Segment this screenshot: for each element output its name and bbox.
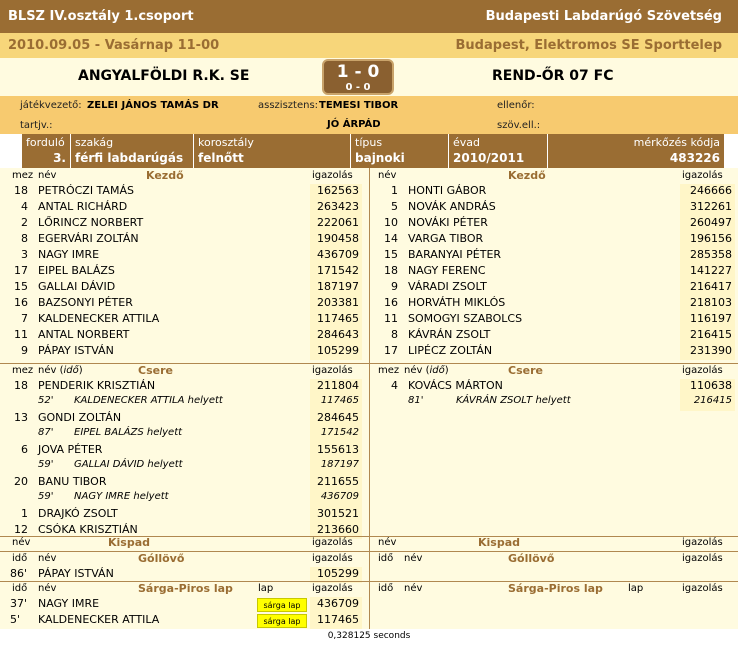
player-id: 216415 <box>680 328 735 344</box>
match-row <box>0 58 738 96</box>
player-name: NOVÁKI PÉTER <box>408 216 488 229</box>
home-subs-id-header: igazolás <box>312 365 353 376</box>
code-cell <box>548 134 724 168</box>
home-cards-name-header: név <box>38 583 57 594</box>
league-title: BLSZ IV.osztály 1.csoport <box>8 9 194 24</box>
away-goals-time-header: idő <box>378 553 394 564</box>
match-date: 2010.09.05 - Vasárnap 11-00 <box>8 38 220 53</box>
match-venue: Budapest, Elektromos SE Sporttelep <box>455 38 722 53</box>
player-id: 284643 <box>310 328 362 344</box>
away-bench-id-header: igazolás <box>682 537 723 548</box>
halftime-score: 0 - 0 <box>345 82 371 93</box>
player-id: 190458 <box>310 232 362 248</box>
home-bench-id-header: igazolás <box>312 537 353 548</box>
sub-id: 213660 <box>310 523 362 539</box>
sub-minute: 59' <box>38 491 54 502</box>
tartjv-label: tartjv.: <box>20 120 53 131</box>
player-number: 4 <box>21 200 28 213</box>
sub-number: 20 <box>14 475 28 488</box>
sub-minute: 52' <box>38 395 54 406</box>
szovell-label: szöv.ell.: <box>497 120 541 131</box>
away-bench-title: Kispad <box>478 536 521 549</box>
render-time: 0,328125 seconds <box>327 631 411 641</box>
player-name: NAGY FERENC <box>408 264 486 277</box>
sub-replaced: GALLAI DÁVID helyett <box>74 459 183 470</box>
home-id-header: igazolás <box>312 170 353 181</box>
type-cell <box>351 134 448 168</box>
sub-name: DRAJKÓ ZSOLT <box>38 507 118 520</box>
home-mez-header: mez <box>12 170 34 181</box>
sub-name: BANU TIBOR <box>38 475 107 488</box>
player-id: 231390 <box>680 344 735 360</box>
home-starting-title: Kezdő <box>146 169 184 182</box>
player-number: 11 <box>14 328 28 341</box>
card-minute: 5' <box>10 613 21 626</box>
referee-label: játékvezető: <box>20 100 82 111</box>
sub-number: 4 <box>391 379 398 392</box>
player-name: HORVÁTH MIKLÓS <box>408 296 506 309</box>
home-subs-nev: név <box>38 365 57 376</box>
away-subs-mez-header: mez <box>378 365 400 376</box>
away-subs-title: Csere <box>508 364 543 377</box>
home-cards-time-header: idő <box>12 583 28 594</box>
home-goals-id-header: igazolás <box>312 553 353 564</box>
card-player: NAGY IMRE <box>38 597 100 610</box>
sub-id: 301521 <box>310 507 362 523</box>
player-number: 18 <box>384 264 398 277</box>
sub-replaced: KÁVRÁN ZSOLT helyett <box>456 395 571 406</box>
player-number: 15 <box>14 280 28 293</box>
age-label: korosztály <box>198 136 254 149</box>
player-name: EGERVÁRI ZOLTÁN <box>38 232 139 245</box>
player-name: PÁPAY ISTVÁN <box>38 344 114 357</box>
player-number: 16 <box>14 296 28 309</box>
player-id: 141227 <box>680 264 735 280</box>
away-bench-name-header: név <box>378 537 397 548</box>
player-number: 10 <box>384 216 398 229</box>
sub-replaced: EIPEL BALÁZS helyett <box>74 427 183 438</box>
player-id: 105299 <box>310 344 362 360</box>
sub-name: PENDERIK KRISZTIÁN <box>38 379 156 392</box>
player-number: 9 <box>391 280 398 293</box>
branch-cell <box>71 134 193 168</box>
sub-replaced: KALDENECKER ATTILA helyett <box>74 395 223 406</box>
home-subs-mez-header: mez <box>12 365 34 376</box>
sub-id: 155613 <box>310 443 362 459</box>
away-name-header: név <box>378 170 397 181</box>
player-id: 203381 <box>310 296 362 312</box>
player-name: ANTAL NORBERT <box>38 328 130 341</box>
away-cards-title: Sárga-Piros lap <box>508 582 603 595</box>
player-name: KÁVRÁN ZSOLT <box>408 328 491 341</box>
away-subs-nev: név <box>404 365 423 376</box>
yellow-card-badge: sárga lap <box>257 598 307 612</box>
away-subs-name-header: név (idő) <box>404 365 449 376</box>
assistant2-name: JÓ ÁRPÁD <box>327 119 381 130</box>
sub-replaced-id: 187197 <box>310 459 362 475</box>
player-name: KALDENECKER ATTILA <box>38 312 160 325</box>
player-id: 246666 <box>680 184 735 200</box>
player-name: EIPEL BALÁZS <box>38 264 115 277</box>
player-id: 171542 <box>310 264 362 280</box>
branch-value: férfi labdarúgás <box>75 151 184 165</box>
home-cards-title: Sárga-Piros lap <box>138 582 233 595</box>
card-player-id: 117465 <box>310 613 362 629</box>
player-name: ANTAL RICHÁRD <box>38 200 128 213</box>
player-number: 18 <box>14 184 28 197</box>
player-name: LIPÉCZ ZOLTÁN <box>408 344 493 357</box>
goal-minute: 86' <box>10 567 28 580</box>
player-id: 222061 <box>310 216 362 232</box>
away-goals-title: Góllövő <box>508 552 555 565</box>
home-cards-lap-header: lap <box>258 583 274 594</box>
sub-id: 110638 <box>680 379 735 395</box>
home-subs-ido: idő <box>63 365 79 376</box>
type-label: típus <box>355 136 383 149</box>
final-score: 1 - 0 <box>336 62 380 82</box>
sub-name: JOVA PÉTER <box>38 443 103 456</box>
sub-minute: 87' <box>38 427 54 438</box>
player-number: 8 <box>391 328 398 341</box>
away-subs-id-header: igazolás <box>682 365 723 376</box>
sub-replaced-id: 216415 <box>680 395 735 411</box>
player-name: LŐRINCZ NORBERT <box>38 216 144 229</box>
age-cell <box>194 134 350 168</box>
home-bench-name-header: név <box>12 537 31 548</box>
match-info-row <box>0 134 738 168</box>
away-starting-title: Kezdő <box>508 169 546 182</box>
league-header <box>0 0 738 33</box>
sub-replaced: NAGY IMRE helyett <box>74 491 169 502</box>
round-value: 3. <box>53 151 66 165</box>
player-id: 218103 <box>680 296 735 312</box>
card-minute: 37' <box>10 597 28 610</box>
player-name: VARGA TIBOR <box>408 232 484 245</box>
sub-name: CSÓKA KRISZTIÁN <box>38 523 138 536</box>
age-value: felnőtt <box>198 151 244 165</box>
away-id-header: igazolás <box>682 170 723 181</box>
player-id: 312261 <box>680 200 735 216</box>
type-value: bajnoki <box>355 151 405 165</box>
sub-number: 1 <box>21 507 28 520</box>
sub-replaced-id: 436709 <box>310 491 362 507</box>
sub-number: 12 <box>14 523 28 536</box>
home-goals-time-header: idő <box>12 553 28 564</box>
player-number: 7 <box>21 312 28 325</box>
away-cards-name-header: név <box>404 583 423 594</box>
player-id: 117465 <box>310 312 362 328</box>
player-name: HONTI GÁBOR <box>408 184 487 197</box>
player-number: 5 <box>391 200 398 213</box>
player-number: 16 <box>384 296 398 309</box>
sub-number: 6 <box>21 443 28 456</box>
assistant-label: asszisztens: <box>258 100 319 111</box>
round-label: forduló <box>26 136 65 149</box>
player-number: 11 <box>384 312 398 325</box>
player-name: SOMOGYI SZABOLCS <box>408 312 523 325</box>
yellow-card-badge: sárga lap <box>257 614 307 628</box>
player-number: 8 <box>21 232 28 245</box>
home-subs-name-header: név (idő) <box>38 365 83 376</box>
goal-scorer-id: 105299 <box>310 567 362 583</box>
player-number: 17 <box>14 264 28 277</box>
player-number: 9 <box>21 344 28 357</box>
player-name: NAGY IMRE <box>38 248 100 261</box>
sub-number: 18 <box>14 379 28 392</box>
away-goals-name-header: név <box>404 553 423 564</box>
code-value: 483226 <box>669 151 720 165</box>
sub-id: 211804 <box>310 379 362 395</box>
code-label: mérkőzés kódja <box>633 136 720 149</box>
player-number: 15 <box>384 248 398 261</box>
home-goals-title: Góllövő <box>138 552 185 565</box>
player-id: 436709 <box>310 248 362 264</box>
home-team: ANGYALFÖLDI R.K. SE <box>78 68 250 84</box>
referee-name: ZELEI JÁNOS TAMÁS DR <box>87 100 219 111</box>
home-name-header: név <box>38 170 57 181</box>
lineups-body <box>0 168 738 629</box>
score-box <box>322 59 394 95</box>
away-cards-lap-header: lap <box>628 583 644 594</box>
away-team: REND-ŐR 07 FC <box>492 68 614 84</box>
goal-scorer: PÁPAY ISTVÁN <box>38 567 114 580</box>
player-number: 14 <box>384 232 398 245</box>
away-goals-id-header: igazolás <box>682 553 723 564</box>
player-name: BARANYAI PÉTER <box>408 248 502 261</box>
sub-replaced-id: 117465 <box>310 395 362 411</box>
sub-minute: 81' <box>408 395 424 406</box>
officials-panel <box>0 96 738 134</box>
sub-replaced-id: 171542 <box>310 427 362 443</box>
sub-minute: 59' <box>38 459 54 470</box>
sub-id: 284645 <box>310 411 362 427</box>
federation-title: Budapesti Labdarúgó Szövetség <box>485 9 722 24</box>
sub-number: 13 <box>14 411 28 424</box>
player-id: 196156 <box>680 232 735 248</box>
player-name: BAZSONYI PÉTER <box>38 296 133 309</box>
player-name: NOVÁK ANDRÁS <box>408 200 496 213</box>
season-cell <box>449 134 547 168</box>
card-player: KALDENECKER ATTILA <box>38 613 160 626</box>
player-id: 116197 <box>680 312 735 328</box>
season-value: 2010/2011 <box>453 151 525 165</box>
player-id: 260497 <box>680 216 735 232</box>
card-player-id: 436709 <box>310 597 362 613</box>
player-id: 162563 <box>310 184 362 200</box>
player-name: VÁRADI ZSOLT <box>408 280 487 293</box>
player-id: 187197 <box>310 280 362 296</box>
assistant1-name: TEMESI TIBOR <box>319 100 399 111</box>
player-id: 263423 <box>310 200 362 216</box>
match-date-bar <box>0 33 738 58</box>
sub-name: GONDI ZOLTÁN <box>38 411 122 424</box>
player-id: 285358 <box>680 248 735 264</box>
away-cards-id-header: igazolás <box>682 583 723 594</box>
home-bench-title: Kispad <box>108 536 151 549</box>
home-cards-id-header: igazolás <box>312 583 353 594</box>
home-goals-name-header: név <box>38 553 57 564</box>
footer <box>0 629 738 651</box>
player-id: 216417 <box>680 280 735 296</box>
player-name: PETRÓCZI TAMÁS <box>38 184 134 197</box>
player-number: 3 <box>21 248 28 261</box>
round-cell <box>22 134 70 168</box>
player-number: 2 <box>21 216 28 229</box>
controller-label: ellenőr: <box>497 100 535 111</box>
player-number: 17 <box>384 344 398 357</box>
home-subs-title: Csere <box>138 364 173 377</box>
sub-name: KOVÁCS MÁRTON <box>408 379 503 392</box>
player-number: 1 <box>391 184 398 197</box>
branch-label: szakág <box>75 136 114 149</box>
away-subs-ido: idő <box>429 365 445 376</box>
season-label: évad <box>453 136 481 149</box>
sub-id: 211655 <box>310 475 362 491</box>
player-name: GALLAI DÁVID <box>38 280 116 293</box>
away-cards-time-header: idő <box>378 583 394 594</box>
